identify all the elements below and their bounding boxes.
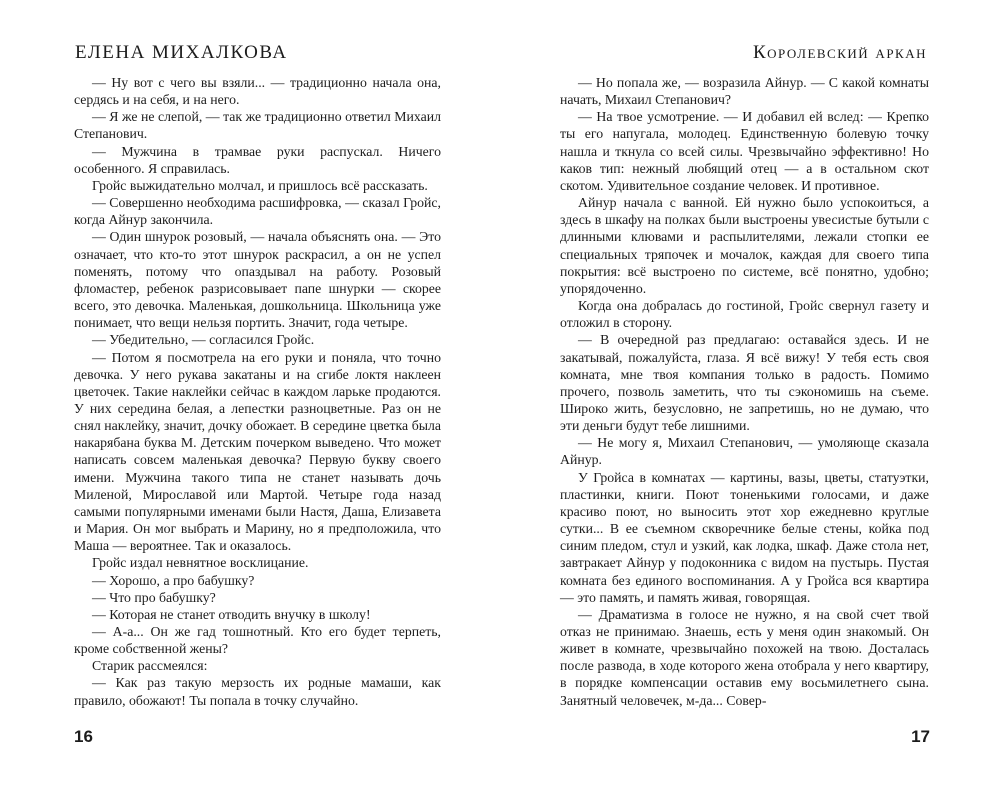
paragraph: — Совершенно необходима расшифровка, — сказал Гройс, когда Айнур закончила. — [74, 195, 441, 228]
paragraph: — Убедительно, — согласился Гройс. — [92, 332, 315, 348]
left-page-number: 16 — [74, 727, 93, 746]
paragraph: — В очередной раз предлагаю: оставайся здесь. И не закатывай, пожалуйста, глаза. Я всё вижу! У тебя есть своя комната, мне твоя компания только в радость. Помимо прочего, позволь заметить, что ты сэкономишь на съеме. Широко жить, безусловно, не запретишь, но не думаю, что эти деньги будут тебе лишними. — [560, 332, 929, 434]
paragraph: У Гройса в комнатах — картины, вазы, цветы, статуэтки, пластинки, книги. Поют тоненькими голосами, и даже красиво поют, но выносить этот хор ежедневно круглые сутки... В ее съемном скворечнике белые стены, койка под синим пледом, стул и узкий, как лодка, шкаф. Даже стола нет, завтракает Айнур у подоконника с видом на пустырь. Пустая комната без единого воспоминания. А у Гройса вся квартира — это память, и память живая, говорящая. — [560, 469, 929, 605]
paragraph: Гройс издал невнятное восклицание. — [92, 555, 309, 571]
paragraph: — А-а... Он же гад тошнотный. Кто его будет терпеть, кроме собственной жены? — [74, 624, 441, 657]
paragraph: — На твое усмотрение. — И добавил ей вслед: — Крепко ты его напугала, молодец. Единственную болевую точку нашла и ткнула со всей силы. Чрезвычайно эффективно! Но каков тип: нежный любящий отец — а в остальном скот скотом. Удивительное создание человек. И противное. — [560, 109, 929, 193]
paragraph: — Один шнурок розовый, — начала объяснять она. — Это означает, что кто-то этот шнурок раскрасил, а он не успел поменять, потому что опаздывал на работу. Розовый фломастер, ребенок разрисовывает папе шнурки — скорее всего, это девочка. Маленькая, дошкольница. Школьница уже понимает, что вещи нельзя портить. Значит, года четыре. — [74, 229, 441, 331]
paragraph: — Что про бабушку? — [92, 589, 216, 605]
paragraph: Старик рассмеялся: — [92, 658, 208, 674]
paragraph: — Хорошо, а про бабушку? — [92, 572, 255, 588]
right-running-head: Королевский аркан — [752, 42, 927, 63]
paragraph: — Ну вот с чего вы взяли... — традиционно начала она, сердясь и на себя, и на него. — [74, 75, 441, 108]
paragraph: — Я же не слепой, — так же традиционно ответил Михаил Степанович. — [74, 109, 441, 142]
paragraph: — Не могу я, Михаил Степанович, — умоляюще сказала Айнур. — [560, 435, 929, 468]
paragraph: — Но попала же, — возразила Айнур. — С какой комнаты начать, Михаил Степанович? — [560, 75, 929, 108]
paragraph: — Как раз такую мерзость их родные мамаши, как правило, обожают! Ты попала в точку случайно. — [74, 675, 441, 708]
right-page — [500, 0, 1000, 788]
paragraph: — Которая не станет отводить внучку в школу! — [92, 606, 371, 622]
right-page-number: 17 — [911, 727, 930, 746]
paragraph: — Драматизма в голосе не нужно, я на свой счет твой отказ не принимаю. Знаешь, есть у меня один знакомый. Он живет в комнате, чрезвычайно похожей на твою. Досталась после развода, в ходе которого жена отобрала у него квартиру, в порядке компенсации оставив ему восьмилетнего сына. Занятный человечек, м-да... Совер- — [560, 606, 929, 708]
paragraph: — Мужчина в трамвае руки распускал. Ничего особенного. Я справилась. — [74, 143, 441, 176]
paragraph: Айнур начала с ванной. Ей нужно было успокоиться, а здесь в шкафу на полках были выстроены увесистые бутыли с длинными клювами и распылителями, лежали стопки ее специальных тряпочек и мочалок, каждая для своего типа покрытия: всё выстроено по системе, всё понятно, удобно; упорядоченно. — [560, 195, 929, 296]
paragraph: Когда она добралась до гостиной, Гройс свернул газету и отложил в сторону. — [560, 298, 929, 331]
paragraph: — Потом я посмотрела на его руки и поняла, что точно девочка. У него рукава закатаны и на сгибе локтя наклеен цветочек. Такие наклейки сейчас в каждом ларьке продаются. У них середина белая, а лепестки разноцветные. Раз он не снял наклейку, значит, дочку обожает. В середине цветка была накарябана буква М. Детским почерком выведено. Что может написать совсем маленькая девочка? Первую букву своего имени. Мужчина такого типа не станет называть дочь Миленой, Мирославой или Мартой. Четыре года назад самыми популярными именами были Настя, Даша, Елизавета и Мария. Он мог выбрать и Марину, но я предположила, что Маша — вероятнее. Так и оказалось. — [74, 349, 441, 554]
paragraph: Гройс выжидательно молчал, и пришлось всё рассказать. — [92, 177, 428, 193]
left-running-head: ЕЛЕНА МИХАЛКОВА — [75, 42, 288, 63]
left-body-text — [74, 74, 441, 709]
right-body-text — [560, 74, 929, 709]
